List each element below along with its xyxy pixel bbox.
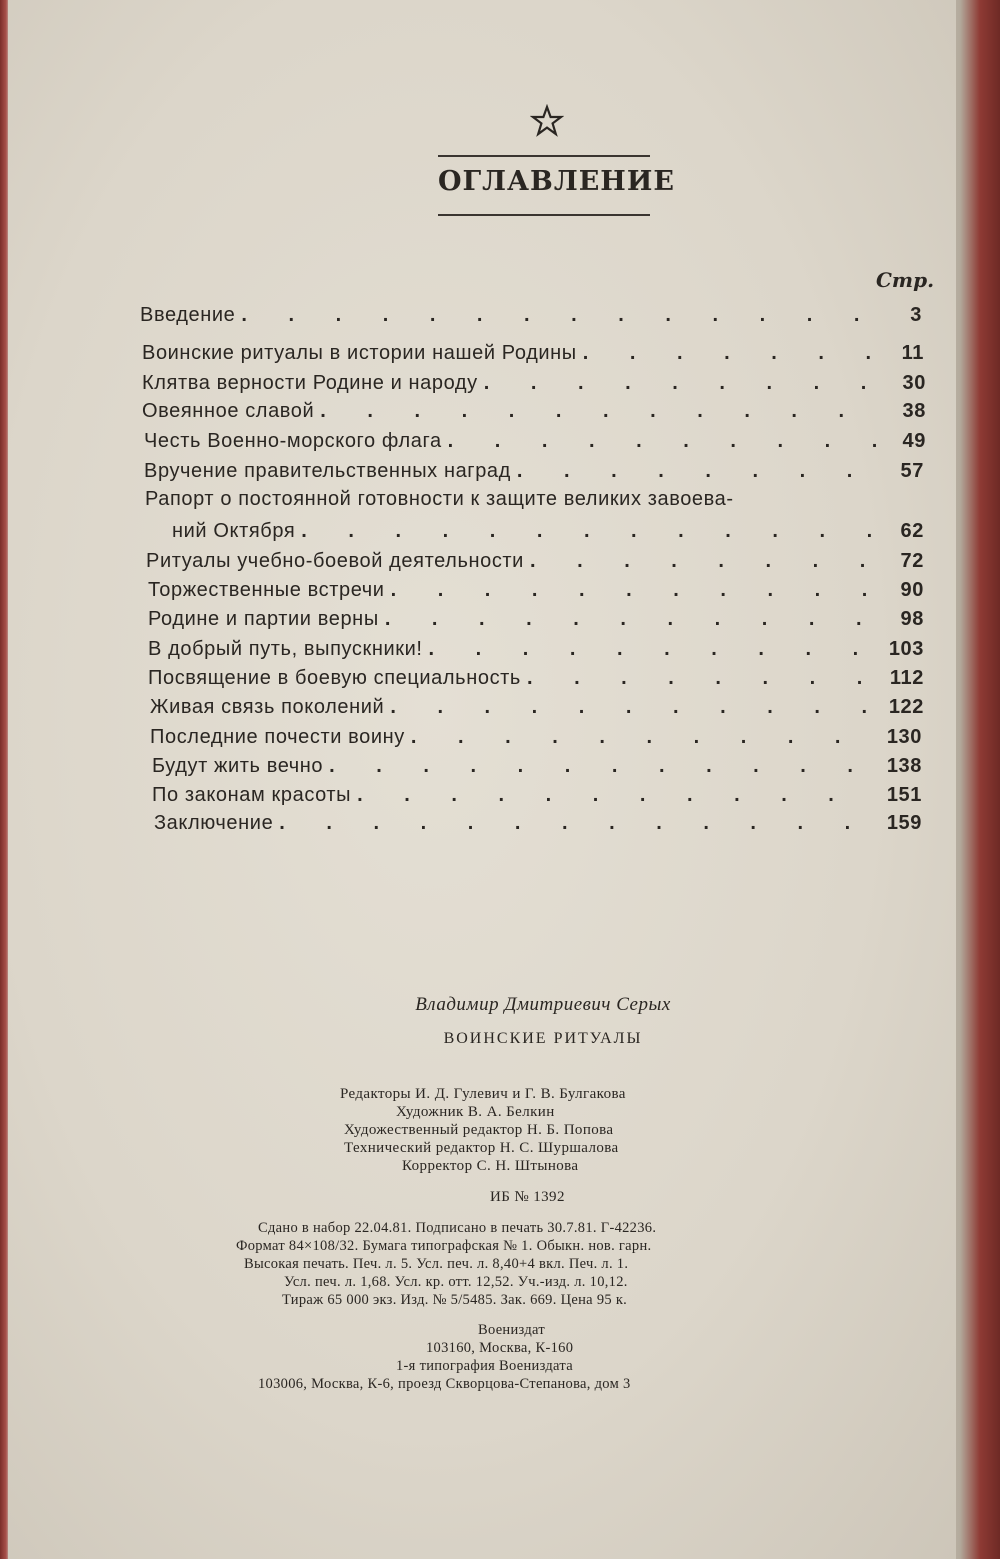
publisher-line: 1-я типография Воениздата: [396, 1358, 573, 1374]
toc-entry-page: 57: [900, 460, 924, 482]
page-column-label: Стр.: [876, 268, 935, 292]
toc-entry: [146, 548, 924, 574]
print-info-line: Формат 84×108/32. Бумага типографская № 1. Обыкн. нов. гарн.: [236, 1238, 652, 1254]
print-info-line: Высокая печать. Печ. л. 5. Усл. печ. л. 8,40+4 вкл. Печ. л. 1.: [244, 1256, 629, 1272]
toc-entry: [142, 398, 926, 424]
toc-entry-title: Родине и партии верны: [148, 608, 379, 630]
star-icon: [530, 104, 564, 138]
leader-dots: [448, 428, 880, 454]
print-info-line: Тираж 65 000 экз. Изд. № 5/5485. Зак. 669. Цена 95 к.: [282, 1292, 628, 1308]
toc-entry-page: 62: [900, 520, 924, 542]
toc-entry-page: 98: [900, 608, 924, 630]
toc-entry: [154, 810, 922, 836]
print-info-line: Усл. печ. л. 1,68. Усл. кр. отт. 12,52. Уч.-изд. л. 10,12.: [284, 1274, 628, 1290]
toc-entry-title: Заключение: [154, 812, 274, 834]
toc-entry-page: 122: [888, 696, 924, 718]
toc-entry-title: Ритуалы учебно-боевой деятельности: [146, 550, 524, 572]
toc-entry-title: Живая связь поколений: [150, 696, 385, 718]
book-title: ВОИНСКИЕ РИТУАЛЫ: [443, 1030, 643, 1047]
toc-entry-page: 103: [888, 638, 924, 660]
book-page: [8, 0, 956, 1559]
toc-entry-title-line1: Рапорт о постоянной готовности к защите великих завоева-: [145, 488, 734, 510]
toc-entry-page: 11: [901, 342, 924, 364]
credit-line: Художественный редактор Н. Б. Попова: [344, 1122, 614, 1138]
toc-entry-title: По законам красоты: [152, 784, 352, 806]
toc-entry-page: 159: [886, 812, 922, 834]
toc-entry: [150, 724, 922, 750]
leader-dots: [517, 458, 878, 484]
leader-dots: [385, 606, 878, 632]
toc-entry-page: 3: [910, 304, 922, 326]
toc-entry: [142, 340, 924, 366]
toc-entry-page: 30: [902, 372, 926, 394]
toc-entry-page: 130: [886, 726, 922, 748]
leader-dots: [279, 810, 876, 836]
toc-entry: [140, 302, 922, 328]
toc-entry-title: Последние почести воину: [150, 726, 405, 748]
credit-line: Корректор С. Н. Штынова: [402, 1158, 579, 1174]
toc-entry: [142, 370, 926, 396]
credit-line: Технический редактор Н. С. Шуршалова: [344, 1140, 619, 1156]
author-name: Владимир Дмитриевич Серых: [415, 994, 671, 1015]
title-rule-bottom: [438, 214, 650, 216]
leader-dots: [429, 636, 878, 662]
toc-entry-title: Посвящение в боевую специальность: [148, 667, 521, 689]
toc-entry-page: 72: [900, 550, 924, 572]
toc-entry-page: 138: [886, 755, 922, 777]
ib-number: ИБ № 1392: [490, 1189, 565, 1205]
toc-title: ОГЛАВЛЕНИЕ: [438, 166, 675, 197]
toc-entry-title: Овеянное славой: [142, 400, 315, 422]
toc-entry-title: Честь Военно-морского флага: [144, 430, 442, 452]
leader-dots: [301, 518, 878, 544]
toc-entry: [144, 428, 926, 454]
leader-dots: [320, 398, 880, 424]
toc-entry-page: 112: [889, 667, 924, 689]
toc-entry: [148, 577, 924, 603]
title-rule-top: [438, 155, 650, 157]
leader-dots: [484, 370, 880, 396]
toc-entry: [150, 694, 924, 720]
publisher-line: 103006, Москва, К-6, проезд Скворцова-Степанова, дом 3: [258, 1376, 631, 1392]
toc-entry: [152, 753, 922, 779]
leader-dots: [391, 577, 878, 603]
toc-entry-title: Будут жить вечно: [152, 755, 324, 777]
leader-dots: [411, 724, 876, 750]
toc-entry: [148, 665, 924, 691]
toc-entry: [144, 458, 924, 484]
toc-entry: [152, 782, 922, 808]
leader-dots: [241, 302, 876, 328]
toc-entry-title: В добрый путь, выпускники!: [148, 638, 423, 660]
leader-dots: [329, 753, 876, 779]
credit-line: Художник В. А. Белкин: [396, 1104, 555, 1120]
credit-line: Редакторы И. Д. Гулевич и Г. В. Булгакова: [340, 1086, 626, 1102]
toc-entry-title: Воинские ритуалы в истории нашей Родины: [142, 342, 577, 364]
toc-entry-title: ний Октября: [172, 520, 296, 542]
toc-entry-title: Введение: [140, 304, 236, 326]
toc-entry-page: 38: [902, 400, 926, 422]
leader-dots: [530, 548, 878, 574]
leader-dots: [583, 340, 878, 366]
publisher-line: 103160, Москва, К-160: [426, 1340, 574, 1356]
toc-entry-page: 49: [902, 430, 926, 452]
toc-entry-title: Торжественные встречи: [148, 579, 385, 601]
print-info-line: Сдано в набор 22.04.81. Подписано в печать 30.7.81. Г-42236.: [258, 1220, 657, 1236]
publisher-line: Воениздат: [478, 1322, 545, 1338]
toc-entry-title: Клятва верности Родине и народу: [142, 372, 478, 394]
toc-entry-page: 90: [900, 579, 924, 601]
toc-entry-title: Вручение правительственных наград: [144, 460, 511, 482]
leader-dots: [390, 694, 878, 720]
toc-entry: [172, 518, 924, 544]
toc-entry: [148, 636, 924, 662]
toc-entry-page: 151: [886, 784, 922, 806]
leader-dots: [357, 782, 876, 808]
toc-entry: [148, 606, 924, 632]
leader-dots: [527, 665, 878, 691]
